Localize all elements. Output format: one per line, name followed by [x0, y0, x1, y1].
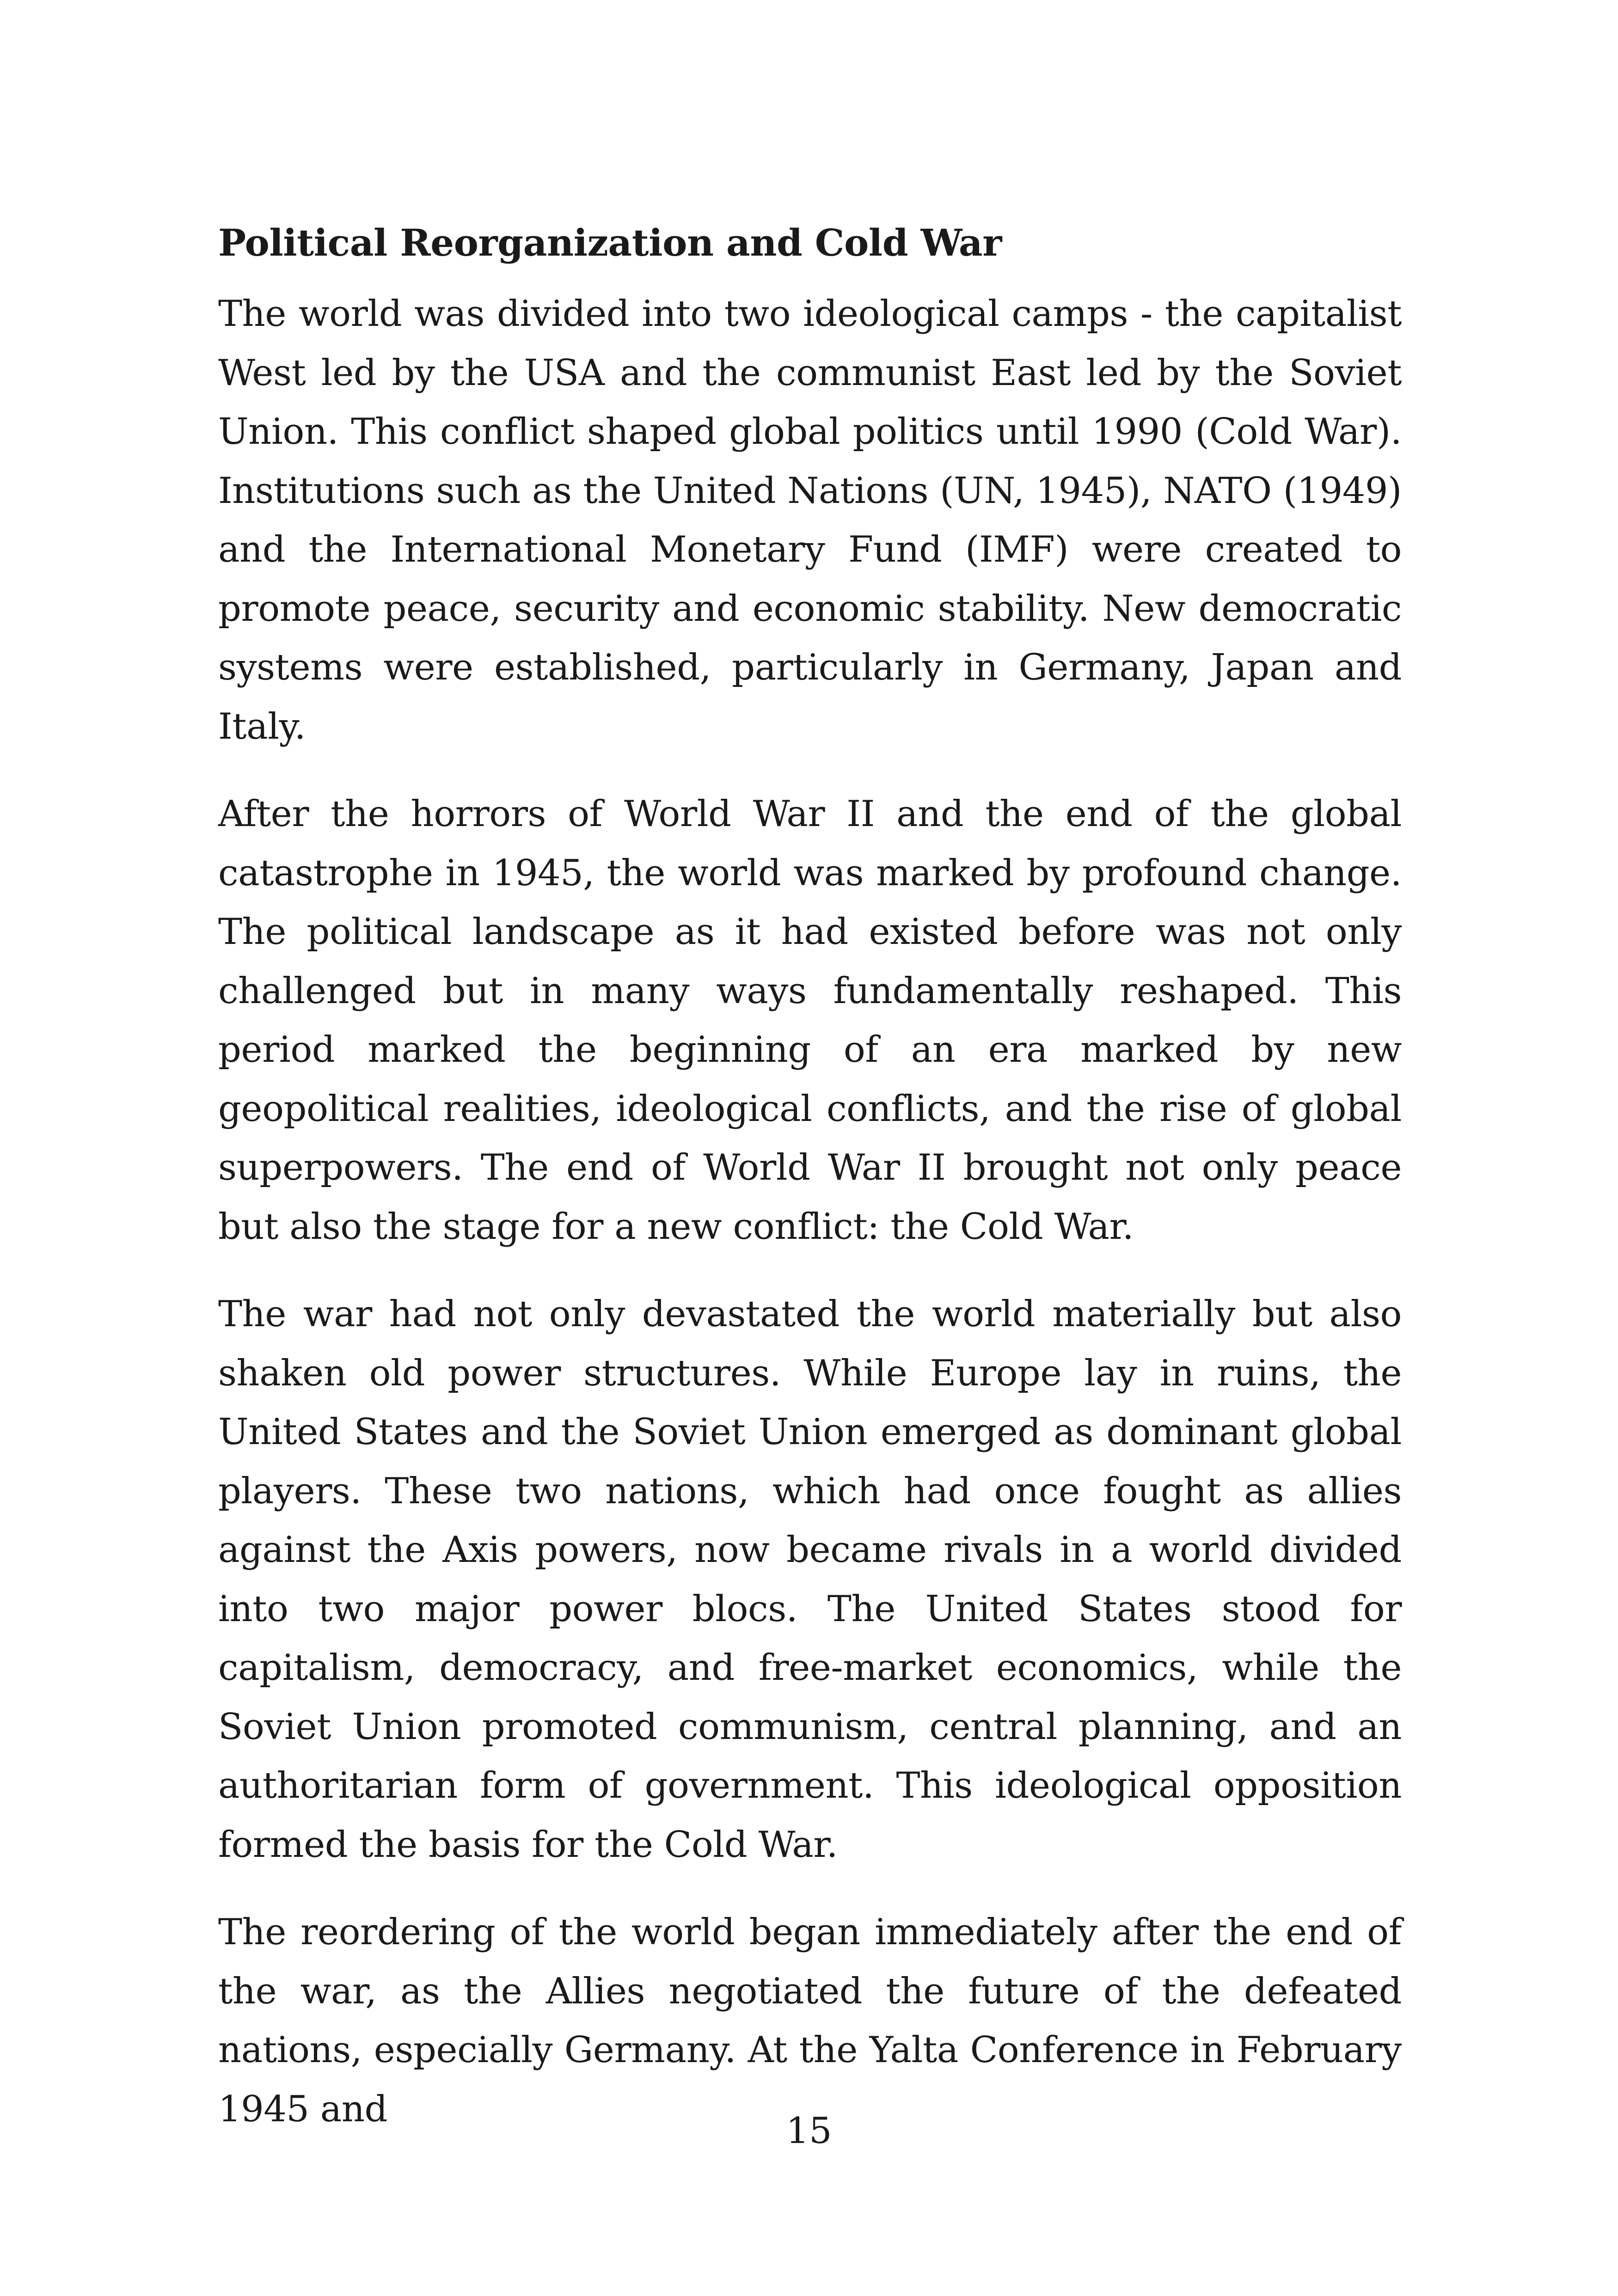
paragraph-2: After the horrors of World War II and the end of the global catastrophe in 1945, the world was marked by profound change. The political landscape as it had existed before was not only challenged but in many ways fundamentally reshaped. This period marked the beginning of an era marked by new geopolitical realities, ideological conflicts, and the rise of global superpowers. The end of World War II brought not only peace but also the stage for a new conflict: the Cold War.	[218, 793, 1402, 1248]
page-content	[218, 217, 1402, 2167]
paragraph-3: The war had not only devastated the world materially but also shaken old power structures. While Europe lay in ruins, the United States and the Soviet Union emerged as dominant global players. These two nations, which had once fought as allies against the Axis powers, now became rivals in a world divided into two major power blocs. The United States stood for capitalism, democracy, and free-market economics, while the Soviet Union promoted communism, central planning, and an authoritarian form of government. This ideological opposition formed the basis for the Cold War.	[218, 1293, 1402, 1866]
paragraph-1: The world was divided into two ideological camps - the capitalist West led by the USA and the communist East led by the Soviet Union. This conflict shaped global politics until 1990 (Cold War). Institutions such as the United Nations (UN, 1945), NATO (1949) and the International Monetary Fund (IMF) were created to promote peace, security and economic stability. New democratic systems were established, particularly in Germany, Japan and Italy.	[218, 293, 1402, 747]
section-heading: Political Reorganization and Cold War	[218, 221, 1002, 264]
page-number: 15	[786, 2110, 832, 2152]
paragraph-4: The reordering of the world began immediately after the end of the war, as the Allies negotiated the future of the defeated nations, especially Germany. At the Yalta Conference in February 1945 and	[218, 1911, 1402, 2130]
